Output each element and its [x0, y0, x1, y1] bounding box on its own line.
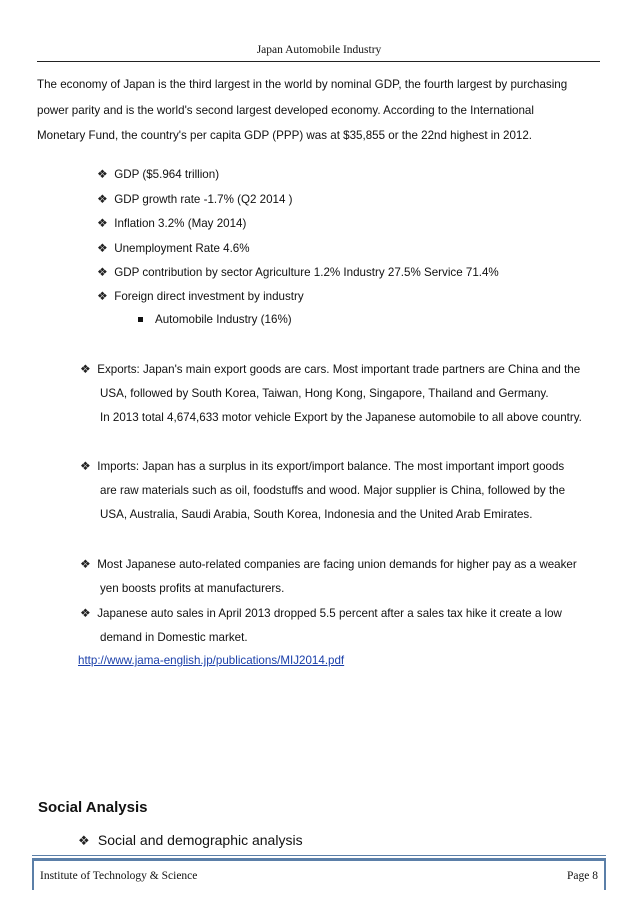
- sub-bullet-text: Automobile Industry (16%): [155, 313, 292, 326]
- exports-line: USA, followed by South Korea, Taiwan, Hong Kong, Singapore, Thailand and Germany.: [100, 387, 549, 400]
- diamond-bullet-icon: ❖: [97, 241, 108, 255]
- diamond-bullet-icon: ❖: [97, 167, 108, 181]
- page-number: Page 8: [567, 870, 598, 882]
- section-title: Social Analysis: [38, 799, 148, 816]
- bullet-fdi: [97, 289, 304, 303]
- diamond-bullet-icon: ❖: [97, 216, 108, 230]
- imports-line: USA, Australia, Saudi Arabia, South Korea, Indonesia and the United Arab Emirates.: [100, 508, 533, 521]
- intro-line: power parity and is the world's second largest developed economy. According to the International: [37, 103, 534, 117]
- intro-line: Monetary Fund, the country's per capita GDP (PPP) was at $35,855 or the 22nd highest in 2012.: [37, 129, 533, 142]
- footer-rule-thick: [32, 858, 606, 861]
- bullet-text: GDP ($5.964 trillion): [114, 168, 220, 181]
- bullet-inflation: [97, 216, 246, 230]
- footer-institute: Institute of Technology & Science: [40, 870, 198, 882]
- bullet-text: Foreign direct investment by industry: [114, 290, 304, 303]
- bullet-gdp-growth: [97, 192, 293, 206]
- social-bullet: [78, 832, 303, 849]
- imports-line: [80, 459, 564, 473]
- bullet-unemployment: [97, 241, 250, 255]
- bullet-text: Unemployment Rate 4.6%: [114, 242, 250, 255]
- imports-text: Imports: Japan has a surplus in its export/import balance. The most important import goods: [97, 460, 565, 473]
- diamond-bullet-icon: ❖: [97, 265, 108, 279]
- auto-text: Japanese auto sales in April 2013 dropped 5.5 percent after a sales tax hike it create a low: [97, 607, 562, 620]
- diamond-bullet-icon: ❖: [97, 289, 108, 303]
- exports-text: Exports: Japan's main export goods are cars. Most important trade partners are China and the: [97, 363, 581, 376]
- bullet-gdp-sector: [97, 265, 499, 279]
- footer-border-right: [604, 858, 606, 890]
- bullet-text: GDP growth rate -1.7% (Q2 2014 ): [114, 193, 293, 206]
- diamond-bullet-icon: ❖: [80, 459, 91, 473]
- auto-line: [80, 606, 562, 620]
- bullet-gdp: [97, 167, 219, 181]
- bullet-text: GDP contribution by sector Agriculture 1.2% Industry 27.5% Service 71.4%: [114, 266, 499, 279]
- imports-line: are raw materials such as oil, foodstuffs and wood. Major supplier is China, followed by the: [100, 484, 566, 497]
- diamond-bullet-icon: ❖: [97, 192, 108, 206]
- diamond-bullet-icon: ❖: [78, 833, 90, 848]
- page-header: Japan Automobile Industry: [256, 44, 382, 56]
- auto-line: yen boosts profits at manufacturers.: [100, 582, 285, 595]
- footer-rule: [32, 855, 606, 856]
- bullet-text: Inflation 3.2% (May 2014): [114, 217, 247, 230]
- exports-line: [80, 362, 580, 376]
- source-link[interactable]: http://www.jama-english.jp/publications/MIJ2014.pdf: [78, 654, 345, 667]
- auto-text: Most Japanese auto-related companies are facing union demands for higher pay as a weaker: [97, 558, 577, 571]
- header-rule: [37, 61, 600, 62]
- square-bullet-icon: [138, 317, 143, 322]
- sub-bullet-automobile: [138, 313, 292, 326]
- social-bullet-text: Social and demographic analysis: [97, 832, 303, 848]
- footer-border-left: [32, 858, 34, 890]
- diamond-bullet-icon: ❖: [80, 606, 91, 620]
- intro-paragraph: [37, 72, 601, 149]
- exports-line: In 2013 total 4,674,633 motor vehicle Export by the Japanese automobile to all above country.: [100, 411, 582, 424]
- intro-line: The economy of Japan is the third largest in the world by nominal GDP, the fourth largest by purchasing: [37, 78, 568, 91]
- auto-line: [80, 557, 577, 571]
- diamond-bullet-icon: ❖: [80, 557, 91, 571]
- auto-line: demand in Domestic market.: [100, 631, 248, 644]
- diamond-bullet-icon: ❖: [80, 362, 91, 376]
